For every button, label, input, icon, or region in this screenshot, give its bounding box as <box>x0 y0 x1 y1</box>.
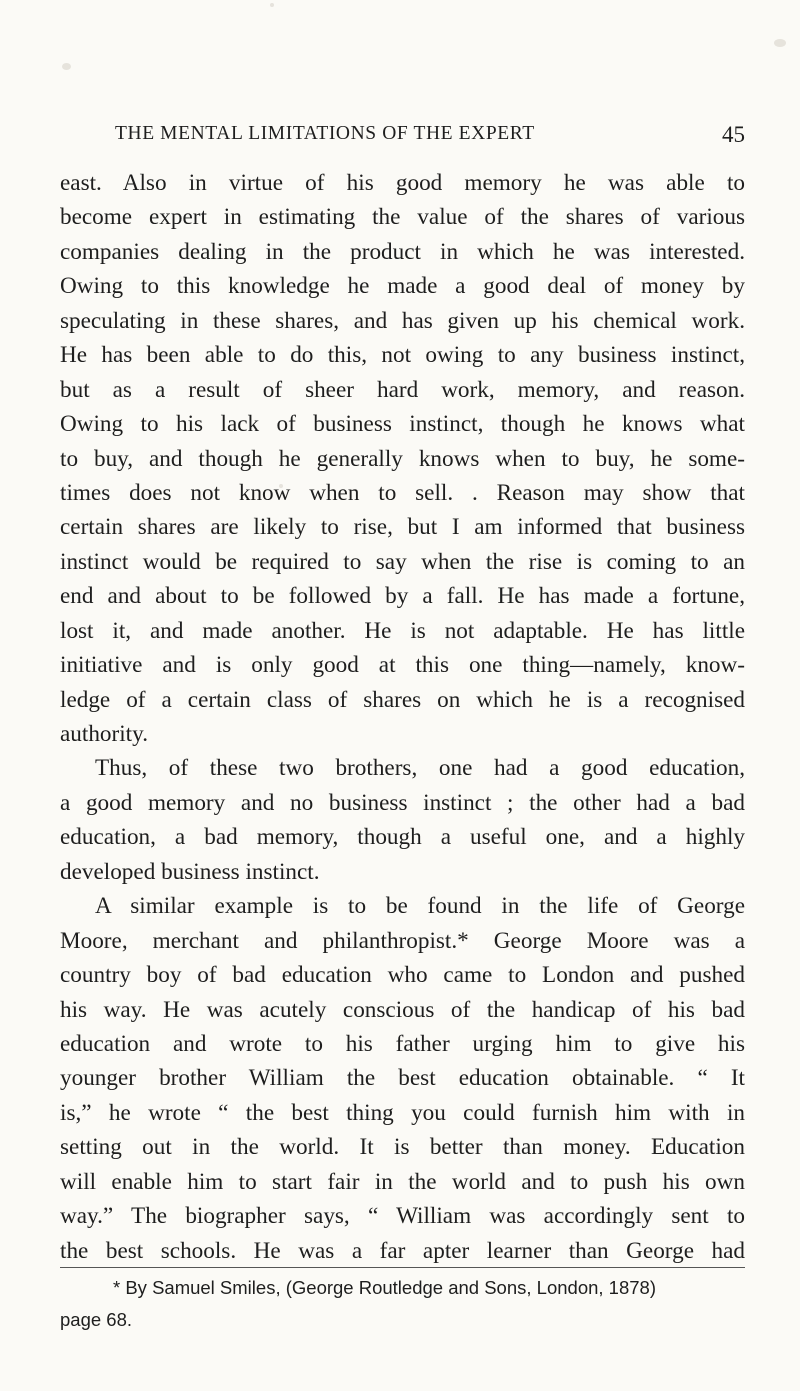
text-line: certain shares are likely to rise, but I am informed that business <box>60 514 745 541</box>
text-line: to buy, and though he generally knows when to buy, he some- <box>60 445 745 472</box>
running-head-title: THE MENTAL LIMITATIONS OF THE EXPERT <box>115 123 535 144</box>
text-line: A similar example is to be found in the life of George <box>95 893 745 920</box>
footnote-line: * By Samuel Smiles, (George Routledge and Sons, London, 1878) <box>113 1277 656 1298</box>
text-line: Moore, merchant and philanthropist.* George Moore was a <box>60 927 745 954</box>
text-line: Thus, of these two brothers, one had a good education, <box>95 755 745 782</box>
text-line: lost it, and made another. He is not adaptable. He has little <box>60 617 745 644</box>
text-line: his way. He was acutely conscious of the handicap of his bad <box>60 996 745 1023</box>
running-head <box>115 123 745 153</box>
footnote <box>60 1272 745 1336</box>
text-line: instinct would be required to say when the rise is coming to an <box>60 548 745 575</box>
text-line: will enable him to start fair in the world and to push his own <box>60 1168 745 1195</box>
text-line: Owing to his lack of business instinct, though he knows what <box>60 411 745 438</box>
footnote-line: page 68. <box>60 1309 133 1330</box>
text-line: younger brother William the best education obtainable. “ It <box>60 1065 745 1092</box>
text-line: education, a bad memory, though a useful one, and a highly <box>60 824 745 851</box>
text-line: way.” The biographer says, “ William was accordingly sent to <box>60 1203 745 1230</box>
text-line: initiative and is only good at this one thing—namely, know- <box>60 652 745 679</box>
text-line: country boy of bad education who came to London and pushed <box>60 962 745 989</box>
text-line: but as a result of sheer hard work, memory, and reason. <box>60 376 745 403</box>
paper-spot <box>270 3 274 7</box>
body-text <box>60 166 745 1268</box>
text-line: setting out in the world. It is better than money. Education <box>60 1134 745 1161</box>
text-line: education and wrote to his father urging him to give his <box>60 1030 745 1057</box>
text-line: end and about to be followed by a fall. He has made a fortune, <box>60 583 745 610</box>
text-line: He has been able to do this, not owing to any business instinct, <box>60 342 745 369</box>
text-line: speculating in these shares, and has given up his chemical work. <box>60 307 745 334</box>
footnote-rule <box>60 1267 745 1268</box>
text-line: authority. <box>60 721 149 747</box>
text-line: ledge of a certain class of shares on which he is a recognised <box>60 686 745 713</box>
text-line: become expert in estimating the value of the shares of various <box>60 204 745 231</box>
text-line: companies dealing in the product in which he was interested. <box>60 238 745 265</box>
text-line: a good memory and no business instinct ; the other had a bad <box>60 789 745 816</box>
paper-spot <box>62 63 71 70</box>
text-line: is,” he wrote “ the best thing you could furnish him with in <box>60 1099 745 1126</box>
text-line: times does not know when to sell. . Reason may show that <box>60 479 745 506</box>
paper-spot <box>774 39 786 47</box>
text-line: Owing to this knowledge he made a good deal of money by <box>60 273 745 300</box>
text-line: developed business instinct. <box>60 858 320 885</box>
text-line: east. Also in virtue of his good memory he was able to <box>60 170 745 196</box>
text-line: the best schools. He was a far apter learner than George had <box>60 1237 745 1264</box>
page-number: 45 <box>722 122 745 147</box>
